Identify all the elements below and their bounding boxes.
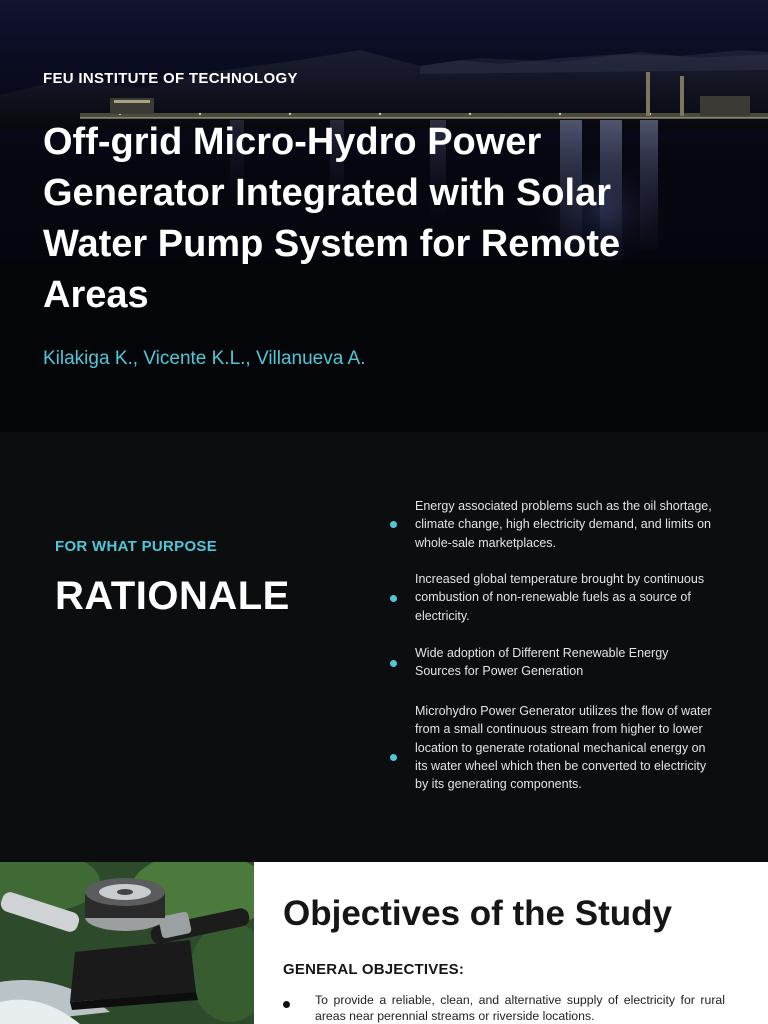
rationale-heading: RATIONALE — [55, 574, 290, 618]
objectives-heading: Objectives of the Study — [283, 894, 672, 933]
bullet-dot-icon — [390, 660, 397, 667]
bullet-dot-icon — [390, 754, 397, 761]
rationale-bullet-text: Microhydro Power Generator utilizes the flow of water from a small continuous stream from higher to lower location to generate rotational mechanical energy on its water wheel which then be converted to electricity by its generating components. — [415, 704, 712, 792]
rationale-bullet-text: Increased global temperature brought by continuous combustion of non-renewable fuels as a source of electricity. — [415, 572, 705, 623]
rationale-bullet-text: Wide adoption of Different Renewable Energy Sources for Power Generation — [415, 646, 669, 679]
bullet-dot-icon — [390, 595, 397, 602]
rationale-bullet-text: Energy associated problems such as the oil shortage, climate change, high electricity demand, and limits on whole-sale marketplaces. — [415, 499, 712, 550]
rationale-kicker: FOR WHAT PURPOSE — [55, 538, 218, 555]
objectives-section — [254, 862, 768, 1024]
hero-section — [0, 0, 768, 432]
turbine-photo — [0, 862, 254, 1024]
poster-title: Off-grid Micro-Hydro Power Generator Integrated with Solar Water Pump System for Remote Areas — [43, 121, 621, 316]
rationale-section — [0, 432, 768, 862]
bullet-dot-icon — [390, 521, 397, 528]
bullet-dot-icon — [283, 1001, 290, 1008]
objective-item-text: To provide a reliable, clean, and alternative supply of electricity for rural areas near perennial streams or riverside locations. — [315, 993, 725, 1023]
authors-line: Kilakiga K., Vicente K.L., Villanueva A. — [43, 348, 366, 369]
institution-label: FEU INSTITUTE OF TECHNOLOGY — [43, 70, 298, 87]
general-objectives-label: GENERAL OBJECTIVES: — [283, 961, 465, 978]
hydro-turbine-image — [0, 862, 254, 1024]
